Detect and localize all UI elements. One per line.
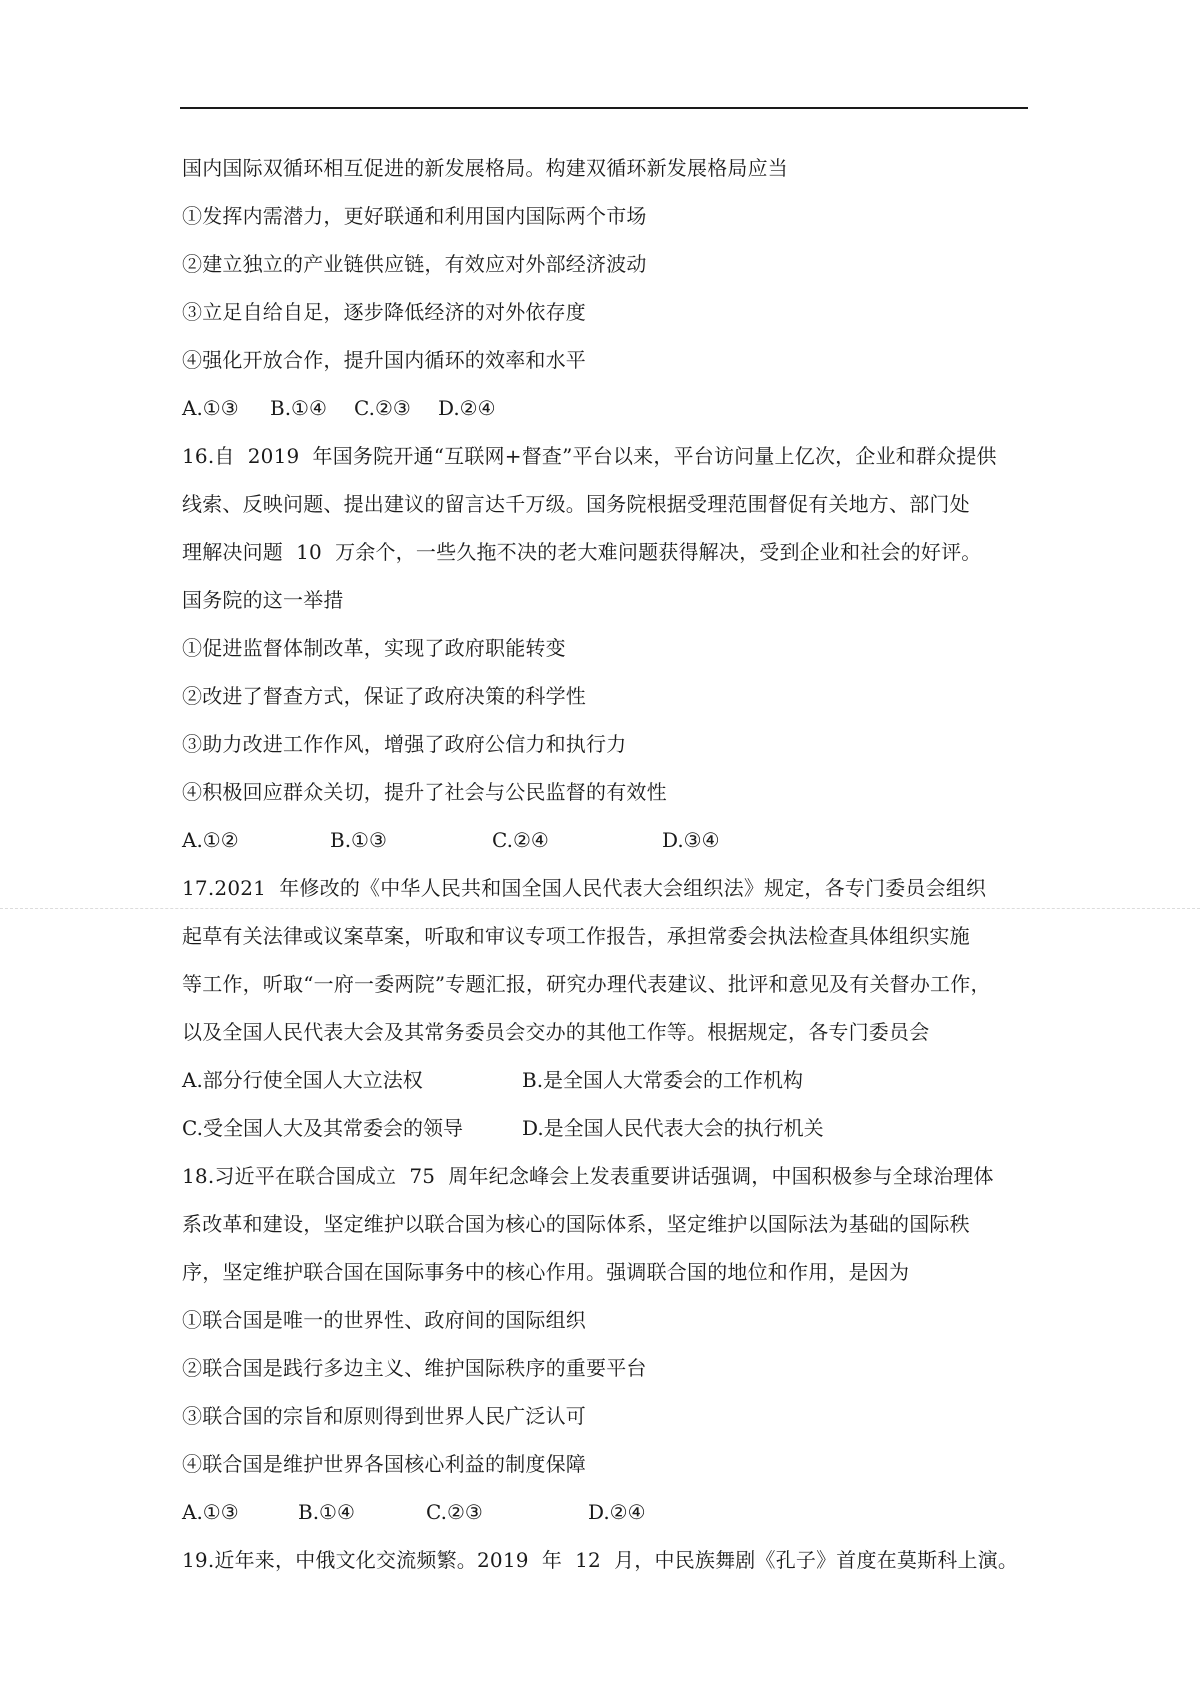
q18-stem-line-1: 18.习近平在联合国成立 75 周年纪念峰会上发表重要讲话强调，中国积极参与全球治理体 — [182, 1164, 994, 1188]
q15-option-a[interactable]: A.①③ — [182, 396, 239, 420]
q18-options — [182, 1498, 782, 1526]
q15-item-1: ①发挥内需潜力，更好联通和利用国内国际两个市场 — [182, 204, 647, 228]
q18-item-2: ②联合国是践行多边主义、维护国际秩序的重要平台 — [182, 1356, 647, 1380]
q16-option-a[interactable]: A.①② — [182, 828, 239, 852]
q16-stem-line-2: 线索、反映问题、提出建议的留言达千万级。国务院根据受理范围督促有关地方、部门处 — [182, 492, 970, 516]
q15-item-3: ③立足自给自足，逐步降低经济的对外依存度 — [182, 300, 586, 324]
q16-item-3: ③助力改进工作作风，增强了政府公信力和执行力 — [182, 732, 627, 756]
q17-option-a[interactable]: A.部分行使全国人大立法权 — [182, 1068, 423, 1092]
q17-option-c[interactable]: C.受全国人大及其常委会的领导 — [182, 1116, 463, 1140]
q17-stem-line-4: 以及全国人民代表大会及其常务委员会交办的其他工作等。根据规定，各专门委员会 — [182, 1020, 930, 1044]
q16-item-1: ①促进监督体制改革，实现了政府职能转变 — [182, 636, 566, 660]
q16-option-b[interactable]: B.①③ — [330, 828, 387, 852]
q16-stem-line-3: 理解决问题 10 万余个，一些久拖不决的老大难问题获得解决，受到企业和社会的好评。 — [182, 540, 982, 564]
q17-option-d[interactable]: D.是全国人民代表大会的执行机关 — [522, 1116, 824, 1140]
q15-option-d[interactable]: D.②④ — [438, 396, 496, 420]
q15-options — [182, 394, 582, 422]
q18-item-3: ③联合国的宗旨和原则得到世界人民广泛认可 — [182, 1404, 586, 1428]
q15-stem-tail: 国内国际双循环相互促进的新发展格局。构建双循环新发展格局应当 — [182, 156, 788, 180]
q16-stem-line-1: 16.自 2019 年国务院开通“互联网+督查”平台以来，平台访问量上亿次，企业和群众提供 — [182, 444, 997, 468]
q18-item-1: ①联合国是唯一的世界性、政府间的国际组织 — [182, 1308, 586, 1332]
q16-option-c[interactable]: C.②④ — [492, 828, 549, 852]
header-rule — [180, 107, 1028, 109]
q15-option-b[interactable]: B.①④ — [270, 396, 327, 420]
q19-stem-line-1: 19.近年来，中俄文化交流频繁。2019 年 12 月，中民族舞剧《孔子》首度在莫斯科上演。 — [182, 1548, 1019, 1572]
q16-item-4: ④积极回应群众关切，提升了社会与公民监督的有效性 — [182, 780, 667, 804]
q18-option-d[interactable]: D.②④ — [588, 1500, 646, 1524]
page-fold-line — [0, 908, 1200, 909]
q17-options-row-2 — [182, 1114, 982, 1142]
q17-stem-line-1: 17.2021 年修改的《中华人民共和国全国人民代表大会组织法》规定，各专门委员会组织 — [182, 876, 987, 900]
q18-stem-line-2: 系改革和建设，坚定维护以联合国为核心的国际体系，坚定维护以国际法为基础的国际秩 — [182, 1212, 970, 1236]
q18-item-4: ④联合国是维护世界各国核心利益的制度保障 — [182, 1452, 586, 1476]
q15-item-4: ④强化开放合作，提升国内循环的效率和水平 — [182, 348, 586, 372]
q17-options-row-1 — [182, 1066, 982, 1094]
q16-options — [182, 826, 782, 854]
q15-item-2: ②建立独立的产业链供应链，有效应对外部经济波动 — [182, 252, 647, 276]
q15-option-c[interactable]: C.②③ — [354, 396, 411, 420]
q16-stem-line-4: 国务院的这一举措 — [182, 588, 344, 612]
q17-option-b[interactable]: B.是全国人大常委会的工作机构 — [522, 1068, 804, 1092]
q18-option-a[interactable]: A.①③ — [182, 1500, 239, 1524]
q17-stem-line-3: 等工作，听取“一府一委两院”专题汇报，研究办理代表建议、批评和意见及有关督办工作， — [182, 972, 991, 996]
q16-item-2: ②改进了督查方式，保证了政府决策的科学性 — [182, 684, 586, 708]
q17-stem-line-2: 起草有关法律或议案草案，听取和审议专项工作报告，承担常委会执法检查具体组织实施 — [182, 924, 970, 948]
q18-option-b[interactable]: B.①④ — [298, 1500, 355, 1524]
q16-option-d[interactable]: D.③④ — [662, 828, 720, 852]
q18-option-c[interactable]: C.②③ — [426, 1500, 483, 1524]
q18-stem-line-3: 序，坚定维护联合国在国际事务中的核心作用。强调联合国的地位和作用，是因为 — [182, 1260, 910, 1284]
